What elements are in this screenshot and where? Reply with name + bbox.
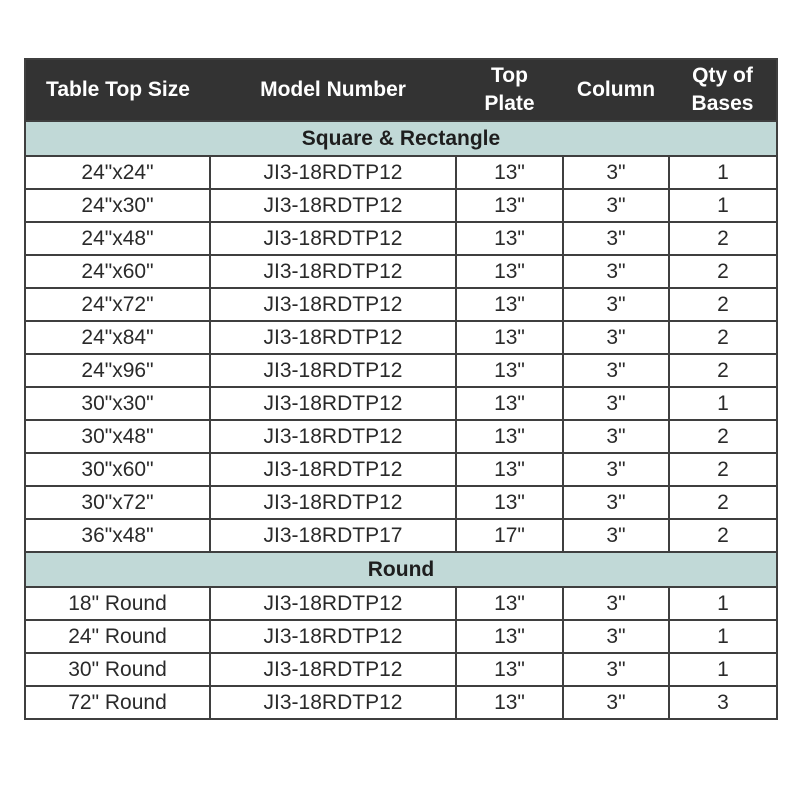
cell-table-top-size: 24"x84" <box>25 321 210 354</box>
cell-qty-of-bases: 1 <box>669 587 777 620</box>
cell-table-top-size: 24"x30" <box>25 189 210 222</box>
table-row <box>25 653 777 686</box>
cell-table-top-size: 72" Round <box>25 686 210 719</box>
cell-model-number: JI3-18RDTP12 <box>210 453 456 486</box>
section-header-row <box>25 121 777 156</box>
cell-top-plate: 13" <box>456 288 563 321</box>
cell-column: 3" <box>563 222 669 255</box>
cell-column: 3" <box>563 420 669 453</box>
header-table-top-size: Table Top Size <box>25 59 210 121</box>
cell-table-top-size: 24"x72" <box>25 288 210 321</box>
spec-table-container <box>24 58 776 720</box>
cell-column: 3" <box>563 288 669 321</box>
cell-model-number: JI3-18RDTP12 <box>210 686 456 719</box>
cell-model-number: JI3-18RDTP12 <box>210 156 456 189</box>
cell-top-plate: 13" <box>456 587 563 620</box>
cell-qty-of-bases: 2 <box>669 255 777 288</box>
table-row <box>25 255 777 288</box>
table-row <box>25 420 777 453</box>
cell-column: 3" <box>563 387 669 420</box>
cell-top-plate: 13" <box>456 222 563 255</box>
table-row <box>25 587 777 620</box>
cell-top-plate: 13" <box>456 387 563 420</box>
cell-qty-of-bases: 2 <box>669 420 777 453</box>
header-qty-of-bases: Qty of Bases <box>669 59 777 121</box>
cell-model-number: JI3-18RDTP12 <box>210 321 456 354</box>
table-body <box>25 121 777 719</box>
table-row <box>25 453 777 486</box>
table-row <box>25 519 777 552</box>
table-row <box>25 189 777 222</box>
cell-model-number: JI3-18RDTP12 <box>210 587 456 620</box>
header-row <box>25 59 777 121</box>
cell-column: 3" <box>563 189 669 222</box>
cell-column: 3" <box>563 620 669 653</box>
table-row <box>25 387 777 420</box>
cell-model-number: JI3-18RDTP12 <box>210 620 456 653</box>
cell-top-plate: 13" <box>456 354 563 387</box>
cell-qty-of-bases: 2 <box>669 519 777 552</box>
cell-top-plate: 17" <box>456 519 563 552</box>
cell-column: 3" <box>563 519 669 552</box>
header-top-plate: Top Plate <box>456 59 563 121</box>
table-row <box>25 686 777 719</box>
cell-table-top-size: 24"x48" <box>25 222 210 255</box>
cell-table-top-size: 24"x24" <box>25 156 210 189</box>
cell-column: 3" <box>563 486 669 519</box>
table-row <box>25 620 777 653</box>
cell-top-plate: 13" <box>456 156 563 189</box>
cell-table-top-size: 30"x48" <box>25 420 210 453</box>
cell-model-number: JI3-18RDTP12 <box>210 486 456 519</box>
cell-qty-of-bases: 1 <box>669 620 777 653</box>
cell-top-plate: 13" <box>456 486 563 519</box>
cell-model-number: JI3-18RDTP12 <box>210 222 456 255</box>
section-title: Square & Rectangle <box>25 121 777 156</box>
cell-qty-of-bases: 2 <box>669 321 777 354</box>
cell-model-number: JI3-18RDTP12 <box>210 288 456 321</box>
cell-qty-of-bases: 2 <box>669 354 777 387</box>
cell-table-top-size: 30" Round <box>25 653 210 686</box>
header-model-number: Model Number <box>210 59 456 121</box>
table-header <box>25 59 777 121</box>
cell-model-number: JI3-18RDTP12 <box>210 255 456 288</box>
cell-table-top-size: 18" Round <box>25 587 210 620</box>
cell-top-plate: 13" <box>456 189 563 222</box>
cell-model-number: JI3-18RDTP12 <box>210 354 456 387</box>
cell-table-top-size: 24" Round <box>25 620 210 653</box>
cell-qty-of-bases: 2 <box>669 288 777 321</box>
cell-column: 3" <box>563 686 669 719</box>
cell-column: 3" <box>563 587 669 620</box>
cell-column: 3" <box>563 255 669 288</box>
cell-column: 3" <box>563 453 669 486</box>
cell-qty-of-bases: 1 <box>669 189 777 222</box>
cell-table-top-size: 30"x60" <box>25 453 210 486</box>
cell-table-top-size: 24"x60" <box>25 255 210 288</box>
cell-model-number: JI3-18RDTP12 <box>210 189 456 222</box>
cell-column: 3" <box>563 156 669 189</box>
cell-qty-of-bases: 3 <box>669 686 777 719</box>
cell-qty-of-bases: 1 <box>669 387 777 420</box>
cell-column: 3" <box>563 653 669 686</box>
table-row <box>25 288 777 321</box>
cell-model-number: JI3-18RDTP12 <box>210 387 456 420</box>
table-row <box>25 222 777 255</box>
cell-model-number: JI3-18RDTP17 <box>210 519 456 552</box>
cell-qty-of-bases: 1 <box>669 653 777 686</box>
cell-table-top-size: 30"x72" <box>25 486 210 519</box>
cell-top-plate: 13" <box>456 420 563 453</box>
cell-top-plate: 13" <box>456 321 563 354</box>
table-row <box>25 354 777 387</box>
header-column: Column <box>563 59 669 121</box>
cell-model-number: JI3-18RDTP12 <box>210 420 456 453</box>
cell-top-plate: 13" <box>456 255 563 288</box>
cell-qty-of-bases: 2 <box>669 222 777 255</box>
cell-column: 3" <box>563 354 669 387</box>
section-header-row <box>25 552 777 587</box>
cell-top-plate: 13" <box>456 620 563 653</box>
cell-top-plate: 13" <box>456 653 563 686</box>
cell-top-plate: 13" <box>456 453 563 486</box>
cell-column: 3" <box>563 321 669 354</box>
base-spec-table <box>24 58 778 720</box>
table-row <box>25 321 777 354</box>
table-row <box>25 486 777 519</box>
cell-table-top-size: 24"x96" <box>25 354 210 387</box>
section-title: Round <box>25 552 777 587</box>
cell-qty-of-bases: 2 <box>669 486 777 519</box>
cell-qty-of-bases: 2 <box>669 453 777 486</box>
cell-top-plate: 13" <box>456 686 563 719</box>
cell-model-number: JI3-18RDTP12 <box>210 653 456 686</box>
cell-table-top-size: 36"x48" <box>25 519 210 552</box>
table-row <box>25 156 777 189</box>
cell-qty-of-bases: 1 <box>669 156 777 189</box>
cell-table-top-size: 30"x30" <box>25 387 210 420</box>
